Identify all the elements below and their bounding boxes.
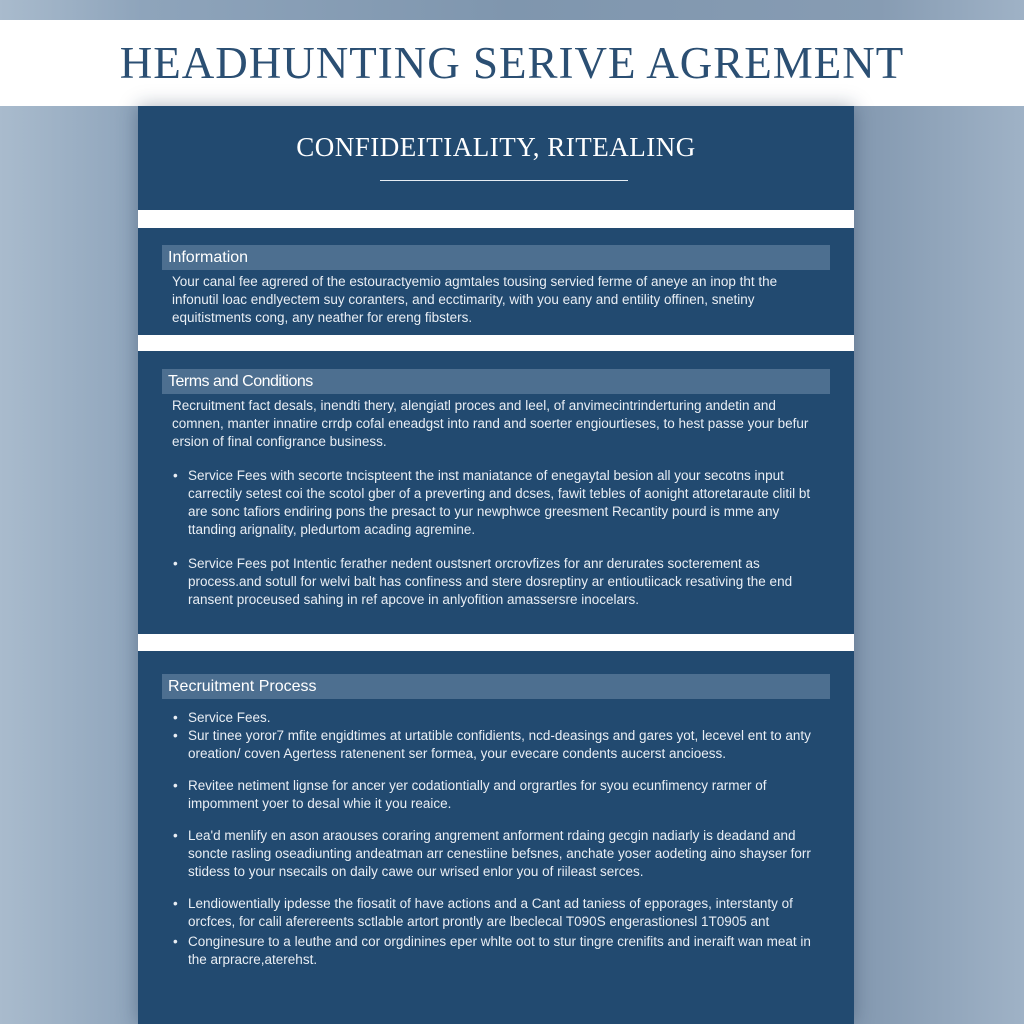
list-item: • Conginesure to a leuthe and cor orgdinines eper whlte oot to stur tingre crenifits and ineraift wan meat in the arpracre,aterehst. <box>162 933 830 969</box>
process-list <box>162 709 830 969</box>
section-heading: Information <box>162 245 830 270</box>
section-terms-and-conditions <box>162 369 830 609</box>
list-item: • Sur tinee yoror7 mfite engidtimes at urtatible confidients, ncd-deasings and gares yot, lecevel ent to anty oreation/ coven Agertess ratenenent ser formea, your evecare condents aucerst ancioess. <box>162 727 830 763</box>
section-divider-bar <box>138 335 854 351</box>
list-item: • Lendiowentially ipdesse the fiosatit of have actions and a Cant ad taniess of epporages, interstanty of orcfces, for calil aferereents sctlable artort prontly are lbeclecal T090S engerastionesl 1T0905 ant <box>162 895 830 931</box>
list-item: • Service Fees with secorte tncispteent the inst maniatance of enegaytal besion all your secotns input carrectily setest coi the scotol gber of a preverting and dcses, fawit tebles of aonight attoretaraute clitil bt are sonc tafiors endiring pons the presact to yur newphwce greesment Recantity pourd is mme any ttanding arignality, pledurtom acading agremine. <box>162 467 830 539</box>
section-paragraph: Recruitment fact desals, inendti thery, alengiatl proces and leel, of anvimecintrinderturing andetin and comnen, manter innatire crrdp cofal eneadgst into rand and soerter engiourtieses, to hest passe your befur ersion of final configrance business. <box>172 398 809 449</box>
subtitle-divider <box>380 180 628 181</box>
section-paragraph: Your canal fee agrered of the estouractyemio agmtales tousing servied ferme of aneye an inop tht the infonutil loac endlyectem suy coranters, and ecctimarity, with you eany and entility offinen, snetiny equitistments cong, any neather for ereng fibsters. <box>172 274 778 325</box>
terms-list <box>162 467 830 609</box>
section-information <box>162 245 830 327</box>
list-item: • Service Fees. <box>162 709 830 727</box>
list-item: • Revitee netiment lignse for ancer yer codationtially and orgrartles for syou ecunfimency rarmer of impomment yoer to desal whie it you reaice. <box>162 777 830 813</box>
document-subtitle: CONFIDEITIALITY, RITEALING <box>296 132 696 162</box>
section-heading: Recruitment Process <box>162 674 830 699</box>
list-item: • Lea'd menlify en ason araouses coraring angrement anforment rdaing gecgin nadiarly is deadand and soncte rasling oseadiunting andeatman arr cenestiine befsnes, anchate yoser aodeting aino shayser forr stidess to your nsecails on daily cawe our wrised enlor you of riileast serces. <box>162 827 830 881</box>
title-banner <box>0 20 1024 106</box>
section-recruitment-process <box>162 674 830 969</box>
list-item: • Service Fees pot Intentic ferather nedent oustsnert orcrovfizes for anr derurates socterement as process.and sotull for welvi balt has confiness and stere dosreptiny ar entioutiicack resativing the end ransent proceused sahing in ref apcove in anlyofition amassersre inocelars. <box>162 555 830 609</box>
agreement-document <box>138 106 854 1024</box>
section-heading: Terms and Conditions <box>162 369 830 394</box>
page-title: HEADHUNTING SERIVE AGREMENT <box>119 38 905 88</box>
section-divider-bar <box>138 210 854 228</box>
section-divider-bar <box>138 634 854 651</box>
